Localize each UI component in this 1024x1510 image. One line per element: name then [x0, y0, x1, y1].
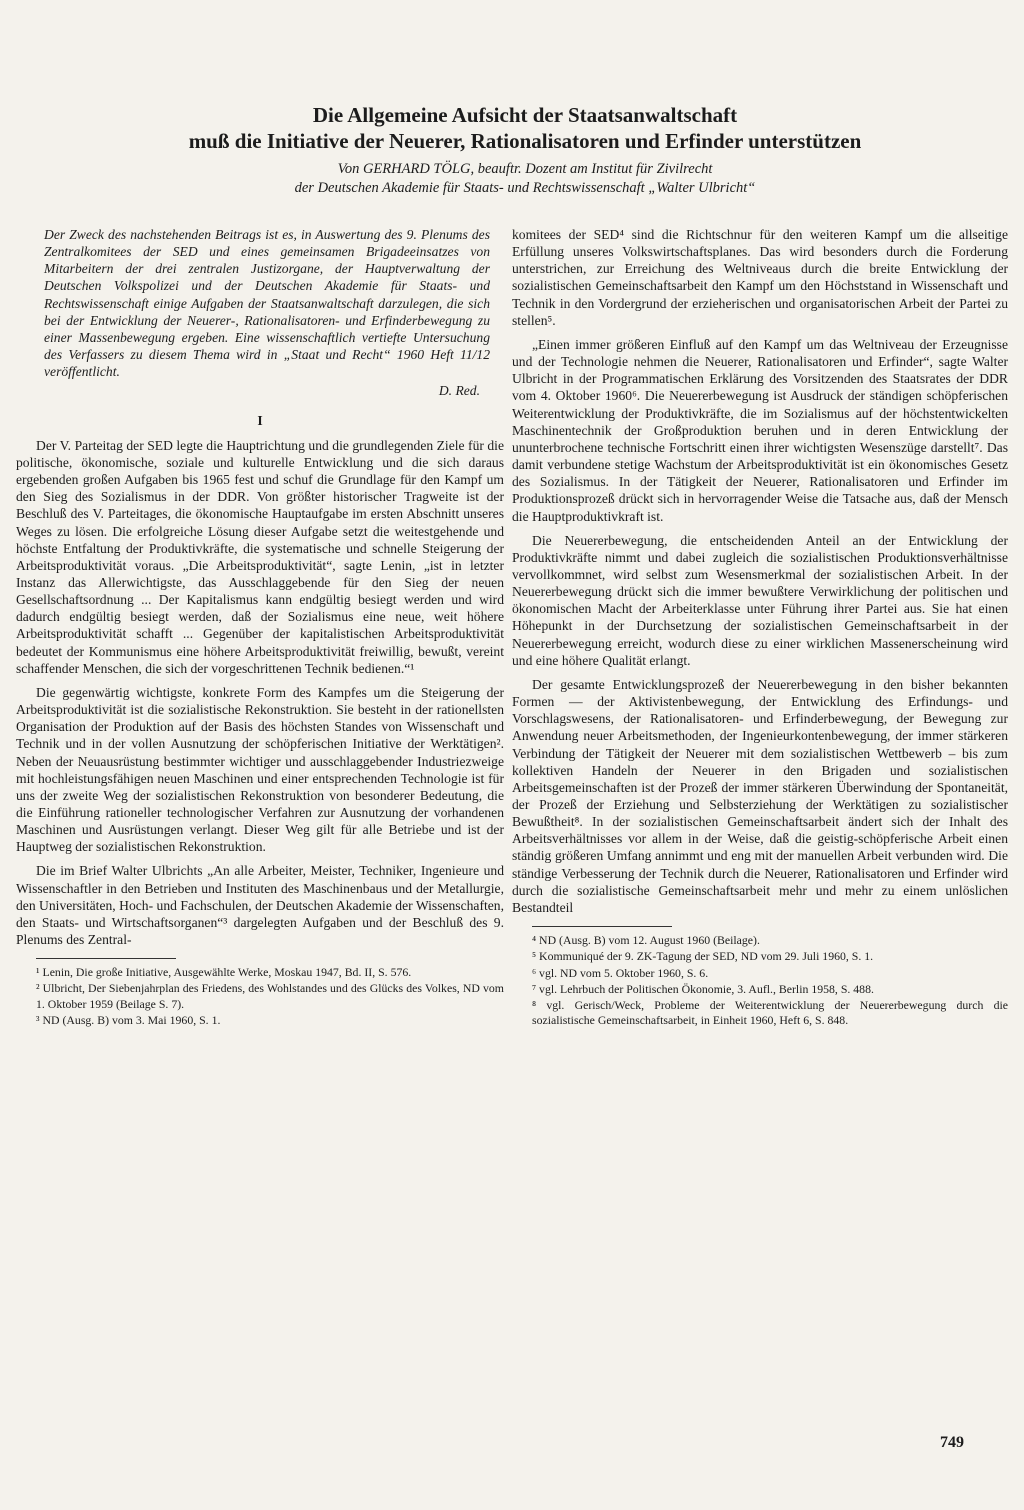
- footnote: ³ ND (Ausg. B) vom 3. Mai 1960, S. 1.: [36, 1012, 221, 1027]
- title-line-2: muß die Initiative der Neuerer, Rationalisatoren und Erfinder unterstützen: [188, 129, 862, 153]
- footnote: ⁷ vgl. Lehrbuch der Politischen Ökonomie, 3. Aufl., Berlin 1958, S. 488.: [532, 981, 874, 996]
- byline-line-1: Von GERHARD TÖLG, beauftr. Dozent am Institut für Zivilrecht: [337, 161, 713, 177]
- paragraph: Der gesamte Entwicklungsprozeß der Neuererbewegung in den bisher bekannten Formen — der Aktivistenbewegung, der Entwicklung des Erfindungs- und Vorschlagswesens, der Rationalisatoren- und Erfinderbewegung, der Bewegung zur Anwendung neuer Arbeitsmethoden, der Ingenieurkontenbewegung, der immer stärkeren Verbindung der Tätigkeit der Neuerer mit dem sozialistischen Wettbewerb – bis zum kollektiven Handeln der Neuerer in den Brigaden und sozialistischen Arbeitsgemeinschaften ist der Prozeß der immer stärkeren Überwindung der Spontaneität, der Prozeß der Erziehung und Selbsterziehung der Werktätigen zu sozialistischer Bewußtheit⁸. In der sozialistischen Gemeinschaftsarbeit ändert sich der Inhalt des Arbeitsverhältnisses vor allem in der Weise, daß die geistig-schöpferische Arbeit einen ständig größeren Umfang annimmt und eng mit der manuellen Arbeit verbunden wird. Die ständige Verbesserung der Technik durch die Neuerer, Rationalisatoren und Erfinder wird durch die sozialistische Gemeinschaftsarbeit mehr und mehr zu einem unlöslichen Bestandteil: [512, 676, 1008, 915]
- paragraph: komitees der SED⁴ sind die Richtschnur für den weiteren Kampf um die allseitige Erfüllung unseres Volkswirtschaftsplanes. Das wird besonders durch die Forderung unterstrichen, zur Erreichung des Weltniveaus durch die breite Entwicklung der sozialistischen Gemeinschaftsarbeit den Kampf um den Höchststand in Wissenschaft und Technik in den Vordergrund der erzieherischen und organisatorischen Arbeit der Partei zu stellen⁵.: [512, 227, 1008, 328]
- page-number: 749: [940, 1434, 964, 1451]
- paragraph: Die im Brief Walter Ulbrichts „An alle Arbeiter, Meister, Techniker, Ingenieure und Wissenschaftler in den Betrieben und Instituten des Maschinenbaus und der Metallurgie, den Universitäten, Hoch- und Fachschulen, der Deutschen Akademie der Wissenschaften, den Staats- und Wirtschaftsorganen“³ dargelegten Aufgaben und der Beschluß des 9. Plenums des Zentral-: [16, 863, 504, 948]
- footnote: ⁵ Kommuniqué der 9. ZK-Tagung der SED, ND vom 29. Juli 1960, S. 1.: [532, 949, 874, 964]
- byline-line-2: der Deutschen Akademie für Staats- und Rechtswissenschaft „Walter Ulbricht“: [294, 180, 756, 196]
- section-heading: I: [257, 412, 263, 428]
- footnotes-left: [16, 965, 504, 1028]
- editor-signature: D. Red.: [438, 383, 480, 399]
- footnote-divider: [532, 926, 672, 927]
- footnote: ⁸ vgl. Gerisch/Weck, Probleme der Weiterentwicklung der Neuererbewegung durch die sozialistische Gemeinschaftsarbeit, in Einheit 1960, Heft 6, S. 848.: [532, 997, 1008, 1028]
- paragraph: Der V. Parteitag der SED legte die Hauptrichtung und die grundlegenden Ziele für die politische, ökonomische, soziale und kulturelle Entwicklung und die sich daraus ergebenden großen Aufgaben bis 1965 fest und schuf die Grundlage für den Kampf um den Sieg des Sozialismus in der DDR. Von größter historischer Tragweite ist der Beschluß des V. Parteitages, die ökonomische Hauptaufgabe im ersten Abschnitt unseres Weges zu lösen. Die erfolgreiche Lösung dieser Aufgabe setzt die weitestgehende und höchste Entfaltung der Produktivkräfte, die systematische und schnelle Steigerung der Arbeitsproduktivität voraus. „Die Arbeitsproduktivität“, sagte Lenin, „ist in letzter Instanz das Allerwichtigste, das Ausschlaggebende für den Sieg der neuen Gesellschaftsordnung ... Der Kapitalismus kann endgültig besiegt werden und wird dadurch endgültig besiegt werden, daß der Sozialismus eine neue, weit höhere Arbeitsproduktivität schafft ... Gegenüber der kapitalistischen Arbeitsproduktivität bedeutet der Kommunismus eine höhere Arbeitsproduktivität freiwillig, bewußt, vereint schaffender Menschen, die sich der vorgeschrittenen Technik bedienen.“¹: [16, 437, 504, 676]
- footnote: ² Ulbricht, Der Siebenjahrplan des Friedens, des Wohlstandes und des Glücks des Volkes, ND vom 1. Oktober 1959 (Beilage S. 7).: [36, 981, 504, 1011]
- right-column: [512, 226, 1008, 1029]
- footnote: ⁶ vgl. ND vom 5. Oktober 1960, S. 6.: [532, 965, 709, 980]
- editorial-abstract: [16, 226, 504, 400]
- footnote: ¹ Lenin, Die große Initiative, Ausgewählte Werke, Moskau 1947, Bd. II, S. 576.: [36, 965, 412, 980]
- paragraph: „Einen immer größeren Einfluß auf den Kampf um das Weltniveau der Erzeugnisse und der Technologie nehmen die Neuerer, Rationalisatoren und Erfinder“, sagte Walter Ulbricht in der Programmatischen Erklärung des Vorsitzenden des Staatsrates der DDR vom 4. Oktober 1960⁶. Die Neuererbewegung ist Ausdruck der ständigen schöpferischen Weiterentwicklung der Produktivkräfte, die im Sozialismus auf der höchstentwickelten Maschinentechnik der Großproduktion beruhen und in deren Entwicklung der ununterbrochene technische Fortschritt einen ihrer wichtigsten Wesenszüge darstellt⁷. Das damit verbundene stetige Wachstum der Arbeitsproduktivität ist ein ökonomisches Gesetz des Sozialismus. In der Tätigkeit der Neuerer, Rationalisatoren und Erfinder im Produktionsprozeß drückt sich in hervorragender Weise die Tatsache aus, daß der Mensch die Hauptproduktivkraft ist.: [512, 336, 1008, 524]
- paragraph: Die Neuererbewegung, die entscheidenden Anteil an der Entwicklung der Produktivkräfte nimmt und dabei zugleich die sozialistischen Produktionsverhältnisse vervollkommnet, wird selbst zum Wesensmerkmal der sozialistischen Arbeit. In der Neuererbewegung drückt sich die immer bewußtere Verwirklichung der politischen und ökonomischen Macht der Arbeiterklasse unter Führung ihrer Partei aus. Sie hat einen Höhepunkt in der Durchsetzung der sozialistischen Gemeinschaftsarbeit in der Neuererbewegung erreicht, wodurch diese zu einer wirklichen Massenerscheinung wird und eine höhere Qualität erlangt.: [512, 532, 1008, 668]
- footnote: ⁴ ND (Ausg. B) vom 12. August 1960 (Beilage).: [532, 933, 760, 948]
- author-byline: [110, 160, 940, 198]
- footnote-divider: [36, 958, 176, 959]
- left-column: [16, 226, 504, 1029]
- paragraph: Die gegenwärtig wichtigste, konkrete Form des Kampfes um die Steigerung der Arbeitsproduktivität ist die sozialistische Rekonstruktion. Sie besteht in der rationellsten Organisation der Produktion auf der Basis des höchsten Standes von Wissenschaft und Technik und in der vollen Ausnutzung der schöpferischen Initiative der Werktätigen². Neben der Neuausrüstung bestimmter wichtiger und ausschlaggebender Industriezweige mit hochleistungsfähigen neuen Maschinen und einer entsprechenden Technologie ist für uns der zweite Weg der sozialistischen Rekonstruktion von besonderer Bedeutung, die die Einführung rationeller technologischer Verfahren zur Ausnutzung der vorhandenen Maschinen und Ausrüstungen verlangt. Dieser Weg gilt für alle Betriebe und ist der Hauptweg der sozialistischen Rekonstruktion.: [16, 684, 504, 855]
- footnotes-right: [512, 933, 1008, 1028]
- abstract-text: Der Zweck des nachstehenden Beitrags ist es, in Auswertung des 9. Plenums des Zentralkomitees der SED und eines gemeinsamen Brigadeeinsatzes von Mitarbeitern der drei zentralen Justizorgane, der Hauptverwaltung der Deutschen Volkspolizei und der Deutschen Akademie für Staats- und Rechtswissenschaft einige Aufgaben der Staatsanwaltschaft darzulegen, die sich bei der Entwicklung der Neuerer-, Rationalisatoren- und Erfinderbewegung zu einer Massenbewegung ergeben. Eine wissenschaftlich vertiefte Untersuchung des Verfassers zu diesem Thema wird in „Staat und Recht“ 1960 Heft 11/12 veröffentlicht.: [44, 227, 490, 380]
- title-line-1: Die Allgemeine Aufsicht der Staatsanwaltschaft: [312, 103, 738, 127]
- article-title: [110, 102, 940, 154]
